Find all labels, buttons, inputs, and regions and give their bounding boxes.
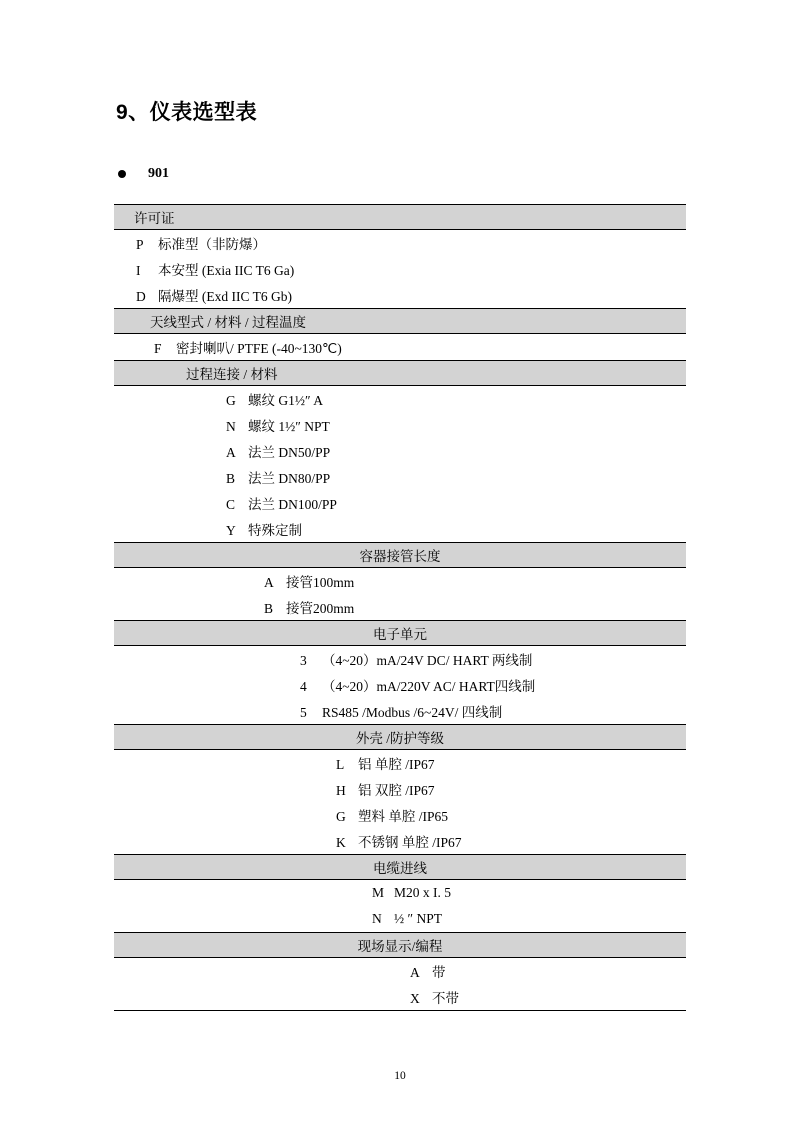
option-description: （4~20）mA/24V DC/ HART 两线制 — [322, 653, 533, 668]
option-code: 4 — [300, 679, 307, 694]
option-row — [114, 568, 686, 595]
section-header-row — [114, 725, 686, 750]
section-header-row — [114, 309, 686, 334]
section-header-cell — [114, 855, 686, 880]
section-header-cell — [114, 725, 686, 750]
option-code: A — [264, 575, 274, 590]
selection-table-body — [114, 205, 686, 1011]
option-code: G — [226, 393, 236, 408]
option-description: 隔爆型 (Exd IIC T6 Gb) — [158, 289, 292, 304]
option-row — [114, 984, 686, 1011]
option-entry — [114, 467, 686, 487]
option-entry — [114, 911, 686, 927]
section-header-row — [114, 933, 686, 958]
option-code: 5 — [300, 705, 307, 720]
option-row — [114, 828, 686, 855]
option-entry — [114, 337, 686, 357]
option-cell — [114, 750, 686, 777]
option-cell — [114, 698, 686, 725]
option-cell — [114, 230, 686, 257]
option-description: M20 x I. 5 — [394, 885, 451, 900]
option-cell — [114, 672, 686, 698]
option-code: K — [336, 835, 346, 850]
option-cell — [114, 412, 686, 438]
section-header-cell — [114, 621, 686, 646]
section-header-cell — [114, 205, 686, 230]
option-entry — [114, 415, 686, 435]
section-header-label: 电缆进线 — [373, 861, 427, 876]
option-row — [114, 646, 686, 673]
option-code: Y — [226, 523, 236, 538]
section-header-row — [114, 543, 686, 568]
option-entry — [114, 441, 686, 461]
option-description: 接管100mm — [286, 575, 355, 590]
option-row — [114, 334, 686, 361]
model-bullet — [114, 166, 686, 182]
option-description: 法兰 DN50/PP — [248, 445, 331, 460]
option-cell — [114, 282, 686, 309]
option-row — [114, 594, 686, 621]
page-content — [114, 0, 686, 1011]
selection-table — [114, 204, 686, 1011]
bullet-dot-icon — [118, 170, 126, 178]
option-entry — [114, 753, 686, 773]
option-row — [114, 776, 686, 802]
option-description: ½ ″ NPT — [394, 911, 443, 926]
option-entry — [114, 805, 686, 825]
option-row — [114, 698, 686, 725]
option-entry — [114, 493, 686, 513]
option-code: B — [226, 471, 236, 486]
option-entry — [114, 675, 686, 695]
option-code: D — [136, 289, 146, 304]
option-description: 接管200mm — [286, 601, 355, 616]
option-row — [114, 412, 686, 438]
option-entry — [114, 649, 686, 669]
option-description: 铝 单腔 /IP67 — [358, 757, 435, 772]
option-description: 螺纹 1½″ NPT — [248, 419, 330, 434]
option-code: B — [264, 601, 274, 616]
option-cell — [114, 516, 686, 543]
option-code: H — [336, 783, 346, 798]
section-header-label: 许可证 — [134, 211, 175, 226]
option-entry — [114, 285, 686, 305]
page-number: 10 — [394, 1070, 406, 1082]
option-entry — [114, 885, 686, 901]
option-description: 本安型 (Exia IIC T6 Ga) — [158, 263, 295, 278]
section-header-row — [114, 855, 686, 880]
option-cell — [114, 880, 686, 907]
option-row — [114, 282, 686, 309]
section-header-label: 天线型式 / 材料 / 过程温度 — [150, 315, 307, 330]
option-entry — [114, 701, 686, 721]
option-entry — [114, 597, 686, 617]
page-title: 9、仪表选型表 — [116, 101, 258, 124]
option-description: 螺纹 G1½″ A — [248, 393, 324, 408]
option-entry — [114, 389, 686, 409]
option-code: N — [372, 911, 382, 926]
option-cell — [114, 776, 686, 802]
option-code: G — [336, 809, 346, 824]
option-row — [114, 516, 686, 543]
option-code: A — [226, 445, 236, 460]
option-description: 法兰 DN100/PP — [248, 497, 337, 512]
model-label: 901 — [148, 166, 169, 181]
option-cell — [114, 438, 686, 464]
option-cell — [114, 958, 686, 985]
option-cell — [114, 568, 686, 595]
option-description: 标准型（非防爆） — [158, 237, 266, 252]
option-code: X — [410, 991, 420, 1006]
section-header-cell — [114, 361, 686, 386]
option-entry — [114, 987, 686, 1007]
section-header-label: 现场显示/编程 — [357, 939, 443, 954]
option-row — [114, 230, 686, 257]
option-description: 铝 双腔 /IP67 — [358, 783, 435, 798]
section-header-cell — [114, 543, 686, 568]
option-cell — [114, 334, 686, 361]
option-cell — [114, 256, 686, 282]
section-header-row — [114, 205, 686, 230]
option-description: 带 — [432, 965, 446, 980]
option-row — [114, 880, 686, 907]
section-header-cell — [114, 309, 686, 334]
option-row — [114, 438, 686, 464]
option-entry — [114, 259, 686, 279]
option-description: RS485 /Modbus /6~24V/ 四线制 — [322, 705, 503, 720]
section-header-cell — [114, 933, 686, 958]
option-code: C — [226, 497, 236, 512]
option-code: I — [136, 263, 141, 278]
option-row — [114, 906, 686, 933]
option-row — [114, 750, 686, 777]
option-entry — [114, 571, 686, 591]
option-row — [114, 958, 686, 985]
option-cell — [114, 802, 686, 828]
option-entry — [114, 519, 686, 539]
option-entry — [114, 779, 686, 799]
option-description: 法兰 DN80/PP — [248, 471, 331, 486]
option-row — [114, 464, 686, 490]
option-description: 不带 — [432, 991, 459, 1006]
option-description: 塑料 单腔 /IP65 — [358, 809, 449, 824]
option-entry — [114, 831, 686, 851]
section-header-label: 外壳 /防护等级 — [355, 731, 445, 746]
option-entry — [114, 233, 686, 253]
option-entry — [114, 961, 686, 981]
option-row — [114, 802, 686, 828]
option-row — [114, 490, 686, 516]
option-cell — [114, 646, 686, 673]
option-cell — [114, 984, 686, 1011]
section-header-row — [114, 621, 686, 646]
option-cell — [114, 594, 686, 621]
option-cell — [114, 386, 686, 413]
option-code: 3 — [300, 653, 307, 668]
option-cell — [114, 906, 686, 933]
section-header-row — [114, 361, 686, 386]
option-code: F — [154, 341, 162, 356]
option-code: A — [410, 965, 420, 980]
option-description: 密封喇叭/ PTFE (-40~130℃) — [176, 341, 342, 356]
option-description: （4~20）mA/220V AC/ HART四线制 — [322, 679, 536, 694]
section-header-label: 电子单元 — [373, 627, 427, 642]
option-row — [114, 256, 686, 282]
option-cell — [114, 828, 686, 855]
option-description: 不锈钢 单腔 /IP67 — [358, 835, 462, 850]
option-description: 特殊定制 — [248, 523, 302, 538]
option-code: P — [136, 237, 144, 252]
option-code: N — [226, 419, 236, 434]
option-row — [114, 672, 686, 698]
option-cell — [114, 464, 686, 490]
option-row — [114, 386, 686, 413]
section-header-label: 容器接管长度 — [359, 549, 441, 564]
option-cell — [114, 490, 686, 516]
section-header-label: 过程连接 / 材料 — [186, 367, 278, 382]
option-code: M — [372, 885, 385, 900]
option-code: L — [336, 757, 345, 772]
